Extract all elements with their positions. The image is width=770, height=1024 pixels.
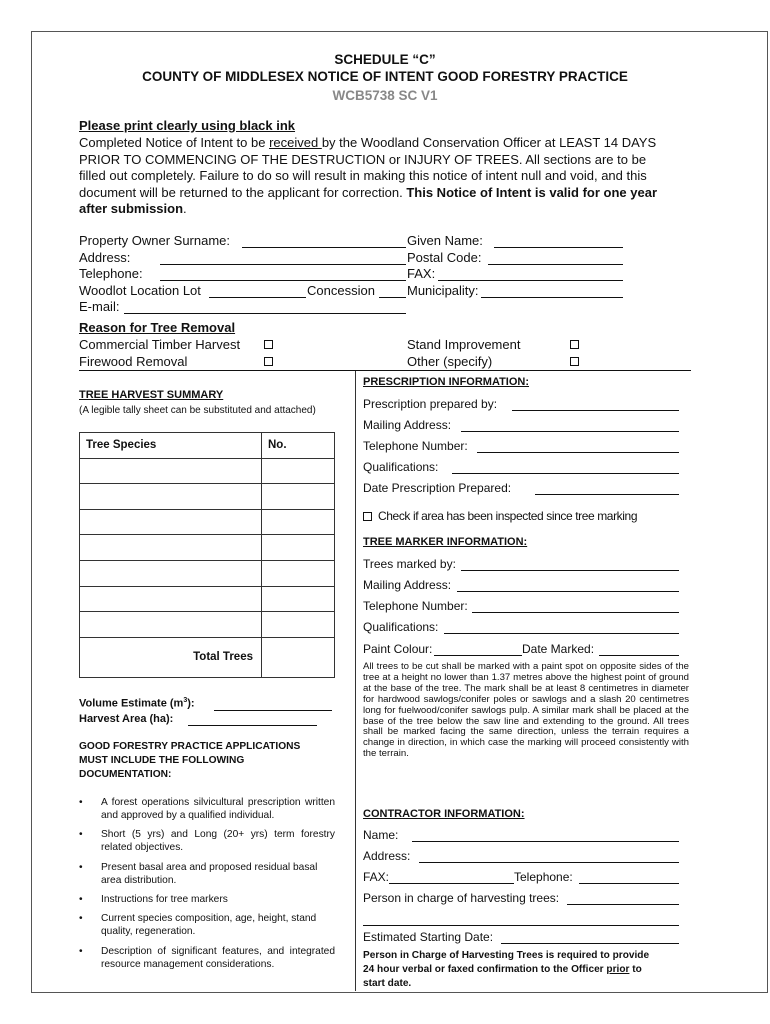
table-row: [80, 560, 335, 586]
total-trees-cell[interactable]: [262, 637, 335, 677]
contractor-note-1: Person in Charge of Harvesting Trees is required to provide: [363, 950, 650, 961]
contractor-address-field[interactable]: [419, 862, 679, 863]
list-item: • Short (5 yrs) and Long (20+ yrs) term forestry related objectives.: [79, 829, 335, 853]
instructions-line-4: document will be returned to the applicant for correction. This Notice of Intent is valid for one year: [79, 184, 657, 200]
gfp-heading-1: GOOD FORESTRY PRACTICE APPLICATIONS: [79, 741, 301, 752]
list-item: • Current species composition, age, height, stand quality, regeneration.: [79, 913, 317, 937]
telephone-label: Telephone:: [79, 266, 143, 281]
harvest-area-label: Harvest Area (ha):: [79, 713, 174, 725]
marker-mailing-label: Mailing Address:: [363, 578, 452, 592]
given-name-field[interactable]: [494, 247, 623, 248]
volume-estimate-field[interactable]: [214, 710, 332, 711]
instructions-line-2: PRIOR TO COMMENCING OF THE DESTRUCTION or INJURY OF TREES. All sections are to be: [79, 151, 647, 167]
postal-code-label: Postal Code:: [407, 249, 482, 265]
woodlot-lot-field[interactable]: [209, 297, 306, 298]
prescription-qualifications-field[interactable]: [452, 473, 679, 474]
table-row: [80, 484, 335, 510]
reason-firewood-checkbox[interactable]: [264, 357, 273, 366]
number-cell[interactable]: [262, 612, 335, 638]
person-in-charge-field[interactable]: [567, 904, 679, 905]
address-label: Address:: [79, 249, 131, 265]
reason-stand-checkbox[interactable]: [570, 340, 579, 349]
instructions-line-3: filled out completely. Failure to do so will result in making this notice of intent null and void, and this: [79, 168, 647, 183]
marker-qualifications-label: Qualifications:: [363, 620, 439, 634]
volume-estimate-label: Volume Estimate $(m^3)$:: [79, 697, 195, 710]
reason-commercial-checkbox[interactable]: [264, 340, 273, 349]
tree-species-table: [79, 432, 335, 678]
species-cell[interactable]: [80, 535, 262, 561]
table-row: [80, 535, 335, 561]
schedule-title: SCHEDULE “C”: [334, 52, 436, 67]
municipality-label: Municipality:: [407, 282, 479, 298]
prescription-prepared-field[interactable]: [512, 410, 679, 411]
fax-field[interactable]: [438, 280, 623, 281]
reason-other-checkbox[interactable]: [570, 357, 579, 366]
start-date-field[interactable]: [501, 943, 679, 944]
number-cell[interactable]: [262, 560, 335, 586]
harvest-area-field[interactable]: [188, 725, 317, 726]
contractor-fax-label: FAX:: [363, 870, 390, 884]
number-cell[interactable]: [262, 509, 335, 535]
person-in-charge-field-2[interactable]: [363, 925, 679, 926]
species-cell[interactable]: [80, 509, 262, 535]
date-marked-field[interactable]: [599, 655, 679, 656]
fax-label: FAX:: [407, 266, 436, 281]
municipality-field[interactable]: [481, 297, 623, 298]
reason-commercial-label: Commercial Timber Harvest: [79, 337, 241, 352]
document-title: COUNTY OF MIDDLESEX NOTICE OF INTENT GOOD FORESTRY PRACTICE: [142, 69, 628, 84]
marker-heading: TREE MARKER INFORMATION:: [363, 536, 528, 548]
list-item: • Instructions for tree markers: [79, 894, 228, 905]
species-cell[interactable]: [80, 458, 262, 484]
list-item: • Description of significant features, and integrated resource management considerations.: [79, 946, 335, 970]
marker-marked-by-label: Trees marked by:: [363, 557, 456, 571]
form-code: WCB5738 SC V1: [332, 88, 438, 103]
marker-telephone-label: Telephone Number:: [363, 599, 468, 613]
marker-qualifications-field[interactable]: [444, 633, 679, 634]
number-cell[interactable]: [262, 586, 335, 612]
marker-marked-by-field[interactable]: [461, 570, 679, 571]
postal-code-field[interactable]: [488, 264, 623, 265]
prescription-heading: PRESCRIPTION INFORMATION:: [363, 376, 530, 388]
contractor-telephone-label: Telephone:: [514, 870, 573, 884]
paint-colour-field[interactable]: [434, 655, 522, 656]
table-row: [80, 612, 335, 638]
address-field[interactable]: [160, 264, 406, 265]
woodlot-lot-label: Woodlot Location Lot: [79, 282, 201, 298]
instructions-line-5: after submission.: [79, 201, 187, 216]
section-divider: [79, 370, 691, 371]
species-cell[interactable]: [80, 586, 262, 612]
owner-surname-label: Property Owner Surname:: [79, 233, 231, 248]
prescription-telephone-field[interactable]: [477, 452, 679, 453]
prescription-date-field[interactable]: [535, 494, 679, 495]
contractor-telephone-field[interactable]: [579, 883, 679, 884]
number-cell[interactable]: [262, 484, 335, 510]
marker-mailing-field[interactable]: [457, 591, 679, 592]
species-cell[interactable]: [80, 484, 262, 510]
gfp-heading-3: DOCUMENTATION:: [79, 769, 172, 780]
total-row: [80, 637, 335, 677]
reason-firewood-label: Firewood Removal: [79, 353, 188, 369]
prescription-date-label: Date Prescription Prepared:: [363, 481, 512, 495]
contractor-fax-field[interactable]: [389, 883, 514, 884]
table-row: [80, 586, 335, 612]
column-divider: [355, 371, 356, 991]
contractor-name-label: Name:: [363, 828, 399, 842]
contractor-note-3: start date.: [363, 978, 412, 989]
prescription-telephone-label: Telephone Number:: [363, 439, 468, 453]
species-cell[interactable]: [80, 560, 262, 586]
telephone-field[interactable]: [160, 280, 406, 281]
contractor-address-label: Address:: [363, 849, 411, 863]
prescription-qualifications-label: Qualifications:: [363, 460, 439, 474]
start-date-label: Estimated Starting Date:: [363, 930, 494, 944]
list-item: • A forest operations silvicultural prescription written and approved by a qualified individual.: [79, 797, 335, 821]
gfp-heading-2: MUST INCLUDE THE FOLLOWING: [79, 755, 245, 766]
table-header-row: [80, 433, 335, 459]
marker-telephone-field[interactable]: [472, 612, 679, 613]
inspected-label: Check if area has been inspected since tree marking: [378, 509, 638, 523]
table-row: [80, 458, 335, 484]
reason-other-label: Other (specify): [407, 353, 493, 369]
number-cell[interactable]: [262, 535, 335, 561]
list-item: • Present basal area and proposed residual basal area distribution.: [79, 862, 318, 886]
marking-rules-text: All trees to be cut shall be marked with a paint spot on opposite sides of the tree at a height no lower than 1.37 metres above the highest point of ground at the base of the tree. The mark shall be at least 8 centimetres in diameter for hardwood sawlogs/conifer poles or sawlogs and a slash 20 centimetres long for fuelwood/conifer sawlogs pulp. A similar mark shall be placed at the base of the tree below the saw line and extending to the ground. All trees shall be marked facing the same direction, unless the terrain requires a change in direction, in which case the marking will proceed consistently with the terrain.: [363, 661, 689, 760]
harvest-note: (A legible tally sheet can be substituted and attached): [79, 405, 316, 416]
instructions-heading: Please print clearly using black ink: [79, 118, 296, 133]
col-number: No.: [262, 433, 335, 459]
contractor-name-field[interactable]: [412, 841, 679, 842]
date-marked-label: Date Marked:: [522, 642, 595, 656]
email-field[interactable]: [124, 313, 406, 314]
col-tree-species: Tree Species: [80, 433, 262, 459]
paint-colour-label: Paint Colour:: [363, 642, 433, 656]
prescription-mailing-label: Mailing Address:: [363, 418, 452, 432]
reason-heading: Reason for Tree Removal: [79, 320, 236, 335]
given-name-label: Given Name:: [407, 233, 483, 248]
email-label: E-mail:: [79, 299, 120, 314]
contractor-heading: CONTRACTOR INFORMATION:: [363, 808, 525, 820]
concession-label: Concession: [307, 282, 375, 298]
owner-surname-field[interactable]: [242, 247, 406, 248]
species-cell[interactable]: [80, 612, 262, 638]
number-cell[interactable]: [262, 458, 335, 484]
instructions-line-1: Completed Notice of Intent to be received by the Woodland Conservation Officer at LEAST 14 DAYS: [79, 135, 657, 150]
total-trees-label: Total Trees: [80, 637, 262, 677]
concession-field[interactable]: [379, 297, 406, 298]
harvest-heading: TREE HARVEST SUMMARY: [79, 389, 224, 401]
inspected-checkbox[interactable]: [363, 512, 372, 521]
table-row: [80, 509, 335, 535]
person-in-charge-label: Person in charge of harvesting trees:: [363, 891, 560, 905]
prescription-mailing-field[interactable]: [461, 431, 679, 432]
contractor-note-2: 24 hour verbal or faxed confirmation to the Officer prior to: [363, 964, 642, 975]
prescription-prepared-label: Prescription prepared by:: [363, 397, 498, 411]
reason-stand-label: Stand Improvement: [407, 337, 521, 352]
